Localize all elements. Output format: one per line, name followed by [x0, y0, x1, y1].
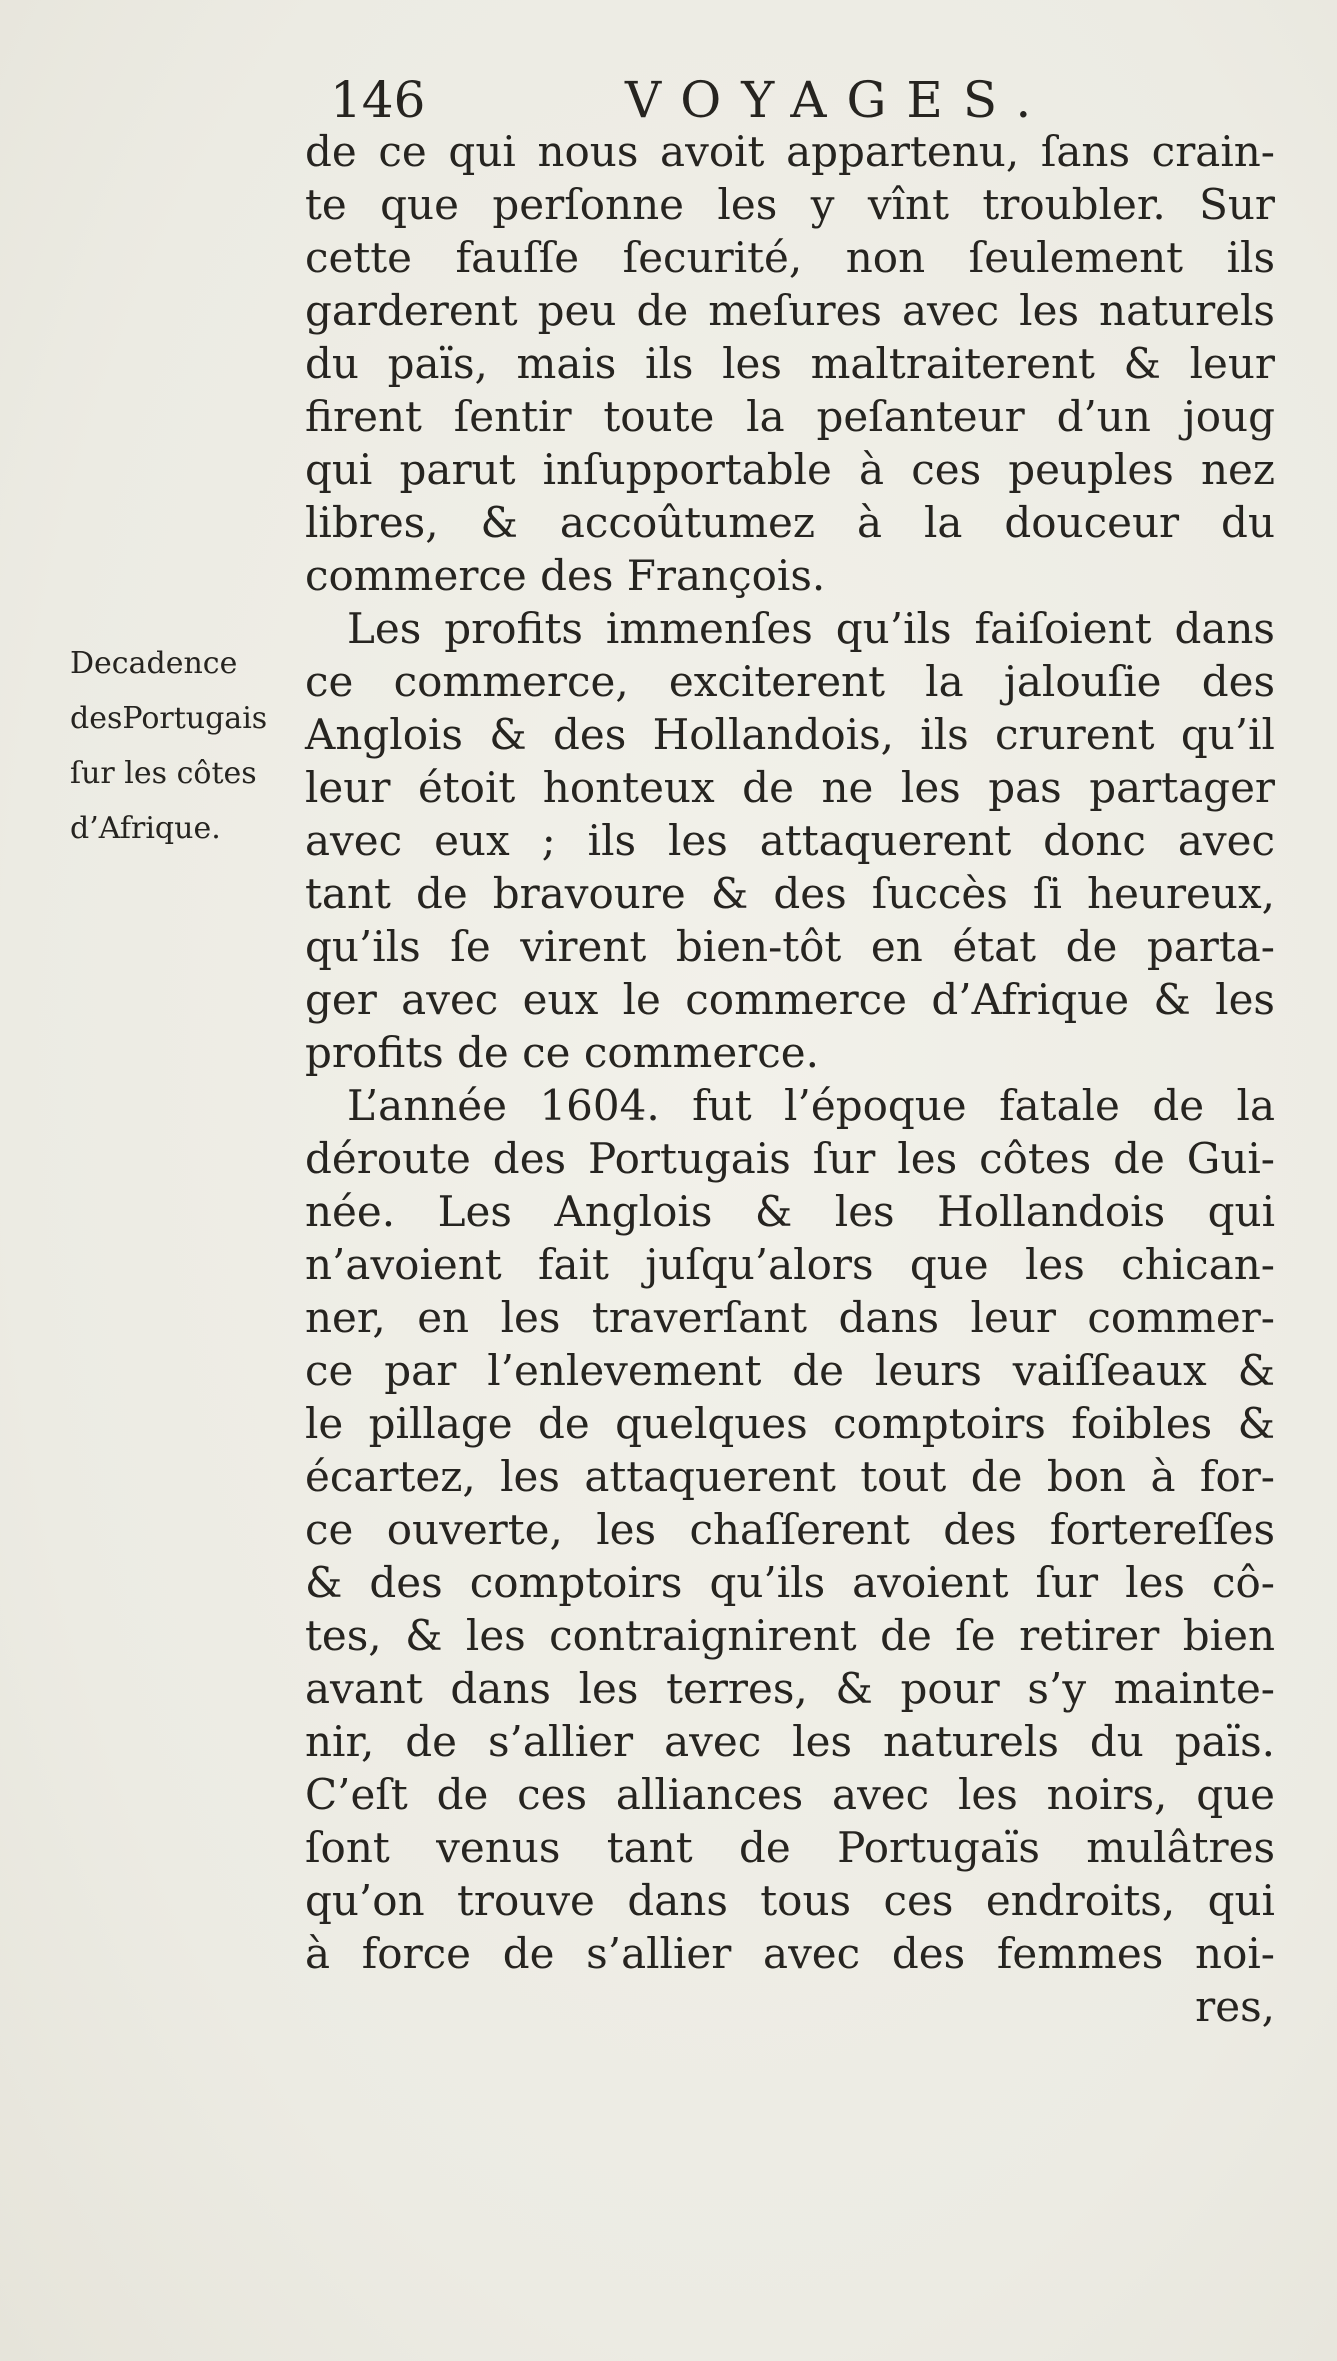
text-line: qui parut inſupportable à ces peuples nez [305, 445, 1275, 494]
text-line: ger avec eux le commerce d’Afrique & les [305, 975, 1275, 1024]
running-head: VOYAGES. [625, 71, 1052, 129]
text-line: C’eſt de ces alliances avec les noirs, que [305, 1770, 1275, 1819]
text-line: te que perſonne les y vînt troubler. Sur [305, 180, 1275, 229]
text-line: L’année 1604. fut l’époque fatale de la [347, 1081, 1275, 1130]
text-line: tes, & les contraignirent de ſe retirer bien [305, 1611, 1275, 1660]
text-line: de ce qui nous avoit appartenu, ſans crain- [305, 127, 1275, 176]
text-line: à force de s’allier avec des femmes noi- [305, 1929, 1275, 1978]
text-line: déroute des Portugais ſur les côtes de Gui- [305, 1134, 1275, 1183]
text-line: & des comptoirs qu’ils avoient ſur les cô- [305, 1558, 1275, 1607]
text-line: ce commerce, exciterent la jalouſie des [305, 657, 1275, 706]
page-header [0, 60, 1337, 130]
text-line: avant dans les terres, & pour s’y mainte- [305, 1664, 1275, 1713]
text-line: qu’on trouve dans tous ces endroits, qui [305, 1876, 1275, 1925]
text-line: libres, & accoûtumez à la douceur du [305, 498, 1275, 547]
text-line: née. Les Anglois & les Hollandois qui [305, 1187, 1275, 1236]
page-number: 146 [330, 71, 426, 129]
text-line: cette fauſſe ſecurité, non ſeulement ils [305, 233, 1275, 282]
margin-note-line: desPortugais [70, 701, 268, 736]
text-line: commerce des François. [305, 551, 826, 600]
text-line: Anglois & des Hollandois, ils crurent qu’il [305, 710, 1275, 759]
margin-note [70, 636, 310, 856]
text-line: tant de bravoure & des ſuccès ſi heureux, [305, 869, 1275, 918]
text-line: Les profits immenſes qu’ils faiſoient dans [347, 604, 1275, 653]
text-line: firent ſentir toute la peſanteur d’un joug [305, 392, 1275, 441]
text-line: n’avoient fait juſqu’alors que les chican- [305, 1240, 1275, 1289]
text-line: leur étoit honteux de ne les pas partager [305, 763, 1275, 812]
text-line: le pillage de quelques comptoirs foibles & [305, 1399, 1275, 1448]
catchword: res, [1195, 1982, 1275, 2031]
text-line: écartez, les attaquerent tout de bon à for- [305, 1452, 1275, 1501]
margin-note-line: ſur les côtes [70, 756, 257, 791]
text-line: qu’ils ſe virent bien-tôt en état de parta- [305, 922, 1275, 971]
body-text [305, 125, 1275, 2033]
text-line: du païs, mais ils les maltraiterent & leur [305, 339, 1275, 388]
margin-note-line: d’Afrique. [70, 811, 221, 846]
text-line: ce par l’enlevement de leurs vaiſſeaux & [305, 1346, 1275, 1395]
text-line: ce ouverte, les chaſſerent des fortereſſes [305, 1505, 1275, 1554]
text-line: avec eux ; ils les attaquerent donc avec [305, 816, 1275, 865]
text-line: garderent peu de meſures avec les naturels [305, 286, 1275, 335]
margin-note-line: Decadence [70, 646, 238, 681]
text-line: ſont venus tant de Portugaïs mulâtres [305, 1823, 1275, 1872]
text-line: profits de ce commerce. [305, 1028, 819, 1077]
text-line: ner, en les traverſant dans leur commer- [305, 1293, 1275, 1342]
text-line: nir, de s’allier avec les naturels du païs. [305, 1717, 1275, 1766]
